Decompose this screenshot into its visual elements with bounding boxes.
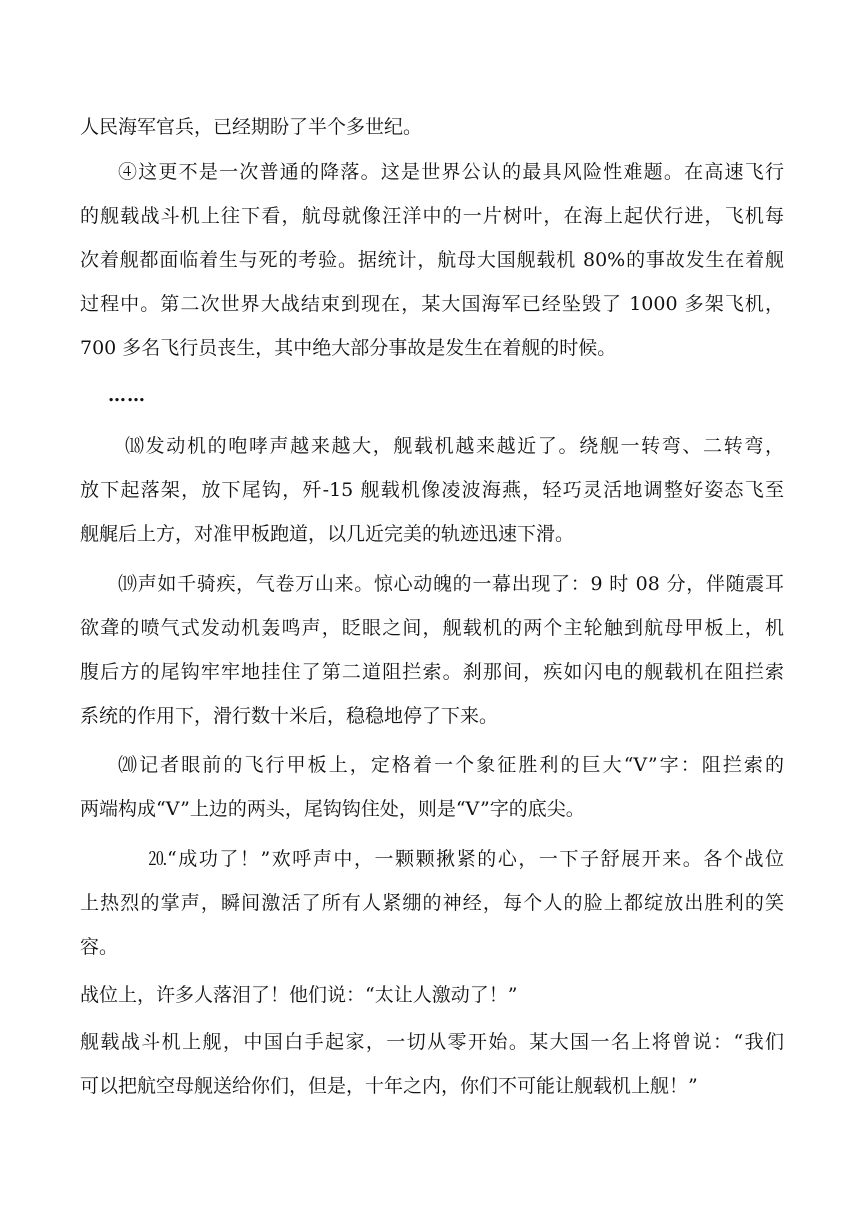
paragraph-4-line-1: ④这更不是一次普通的降落。这是世界公认的最具风险性难题。在高速飞行 [118, 161, 784, 183]
paragraph-4-line-4: 过程中。第二次世界大战结束到现在，某大国海军已经坠毁了 1000 多架飞机， [80, 293, 784, 315]
paragraph-23-line-2: 可以把航空母舰送给你们，但是，十年之内，你们不可能让舰载机上舰！” [80, 1075, 698, 1097]
paragraph-22: 战位上，许多人落泪了！他们说：“太让人激动了！” [80, 984, 518, 1006]
paragraph-number: ⒛ [148, 848, 162, 870]
paragraph-23-line-1: 舰载战斗机上舰，中国白手起家，一切从零开始。某大国一名上将曾说：“我们 [80, 1031, 784, 1053]
paragraph-number: ⒅ [125, 435, 139, 457]
paragraph-20-line-2: 两端构成“V”上边的两头，尾钩钩住处，则是“V”字的底尖。 [80, 798, 585, 820]
paragraph-18-line-2: 放下起落架，放下尾钩，歼-15 舰载机像凌波海燕，轻巧灵活地调整好姿态飞至 [80, 479, 784, 501]
paragraph-4-line-2: 的舰载战斗机上往下看，航母就像汪洋中的一片树叶，在海上起伏行进，飞机每 [80, 205, 784, 227]
paragraph-number: ⒇ [118, 754, 132, 776]
paragraph-21-line-3: 容。 [80, 936, 119, 958]
paragraph-21-line-1 [148, 846, 784, 872]
paragraph-20-line-1 [118, 752, 784, 778]
paragraph-4-line-3: 次着舰都面临着生与死的考验。据统计，航母大国舰载机 80%的事故发生在着舰 [80, 249, 784, 271]
paragraph-number: ⒆ [118, 573, 132, 595]
paragraph-19-line-1 [118, 571, 784, 597]
paragraph-4-line-5: 700 多名飞行员丧生，其中绝大部分事故是发生在着舰的时候。 [80, 337, 617, 359]
paragraph-18-line-1 [125, 433, 784, 459]
paragraph-19-line-3: 腹后方的尾钩牢牢地挂住了第二道阻拦索。刹那间，疾如闪电的舰载机在阻拦索 [80, 661, 784, 683]
paragraph-intro-end: 人民海军官兵，已经期盼了半个多世纪。 [80, 116, 423, 138]
ellipsis: …… [108, 385, 146, 406]
paragraph-18-text: 发动机的咆哮声越来越大，舰载机越来越近了。绕舰一转弯、二转弯， [144, 435, 784, 457]
paragraph-21-text: “成功了！”欢呼声中，一颗颗揪紧的心，一下子舒展开来。各个战位 [167, 848, 784, 870]
paragraph-20-text: 记者眼前的飞行甲板上，定格着一个象征胜利的巨大“V”字：阻拦索的 [137, 754, 784, 776]
paragraph-21-line-2: 上热烈的掌声，瞬间激活了所有人紧绷的神经，每个人的脸上都绽放出胜利的笑 [80, 892, 784, 914]
paragraph-19-text: 声如千骑疾，气卷万山来。惊心动魄的一幕出现了：9 时 08 分，伴随震耳 [137, 573, 784, 595]
paragraph-18-line-3: 舰艉后上方，对准甲板跑道，以几近完美的轨迹迅速下滑。 [80, 523, 575, 545]
paragraph-19-line-2: 欲聋的喷气式发动机轰鸣声，眨眼之间，舰载机的两个主轮触到航母甲板上，机 [80, 617, 784, 639]
paragraph-19-line-4: 系统的作用下，滑行数十米后，稳稳地停了下来。 [80, 705, 499, 727]
